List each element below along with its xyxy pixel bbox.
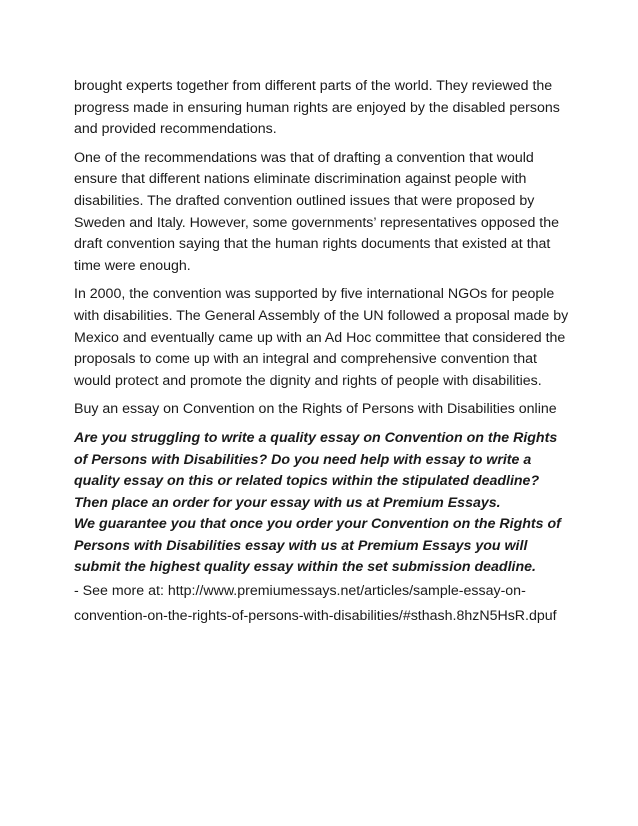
paragraph-convention-2000: In 2000, the convention was supported by five international NGOs for people with disabilities. The General Assembly of the UN followed a proposal made by Mexico and eventually came up with an Ad Hoc committee that considered the proposals to come up with an integral and comprehensive convention that would protect and promote the dignity and rights of people with disabilities. [74, 286, 569, 389]
promo-question: Are you struggling to write a quality essay on Convention on the Rights of Persons with Disabilities? Do you need help with essay to write a quality essay on this or related topics within the stipulated deadline? Then place an order for your essay with us at Premium Essays. [74, 429, 558, 511]
source-link[interactable]: - See more at: http://www.premiumessays.net/articles/sample-essay-on-convention-on-the-rights-of-persons-with-disabilities/#sthash.8hzN5HsR.dpuf [74, 583, 557, 625]
promo-guarantee: We guarantee you that once you order your Convention on the Rights of Persons with Disabilities essay with us at Premium Essays you will submit the highest quality essay within the set submission deadline. [74, 516, 561, 576]
paragraph-experts: brought experts together from different parts of the world. They reviewed the progress made in ensuring human rights are enjoyed by the disabled persons and provided recommendations. [74, 78, 560, 138]
document-body [74, 76, 574, 629]
paragraph-buy-essay: Buy an essay on Convention on the Rights of Persons with Disabilities online [74, 401, 557, 418]
paragraph-recommendations: One of the recommendations was that of drafting a convention that would ensure that different nations eliminate discrimination against people with disabilities. The drafted convention outlined issues that were proposed by Sweden and Italy. However, some governments’ representatives opposed the draft convention saying that the human rights documents that existed at that time were enough. [74, 149, 560, 274]
